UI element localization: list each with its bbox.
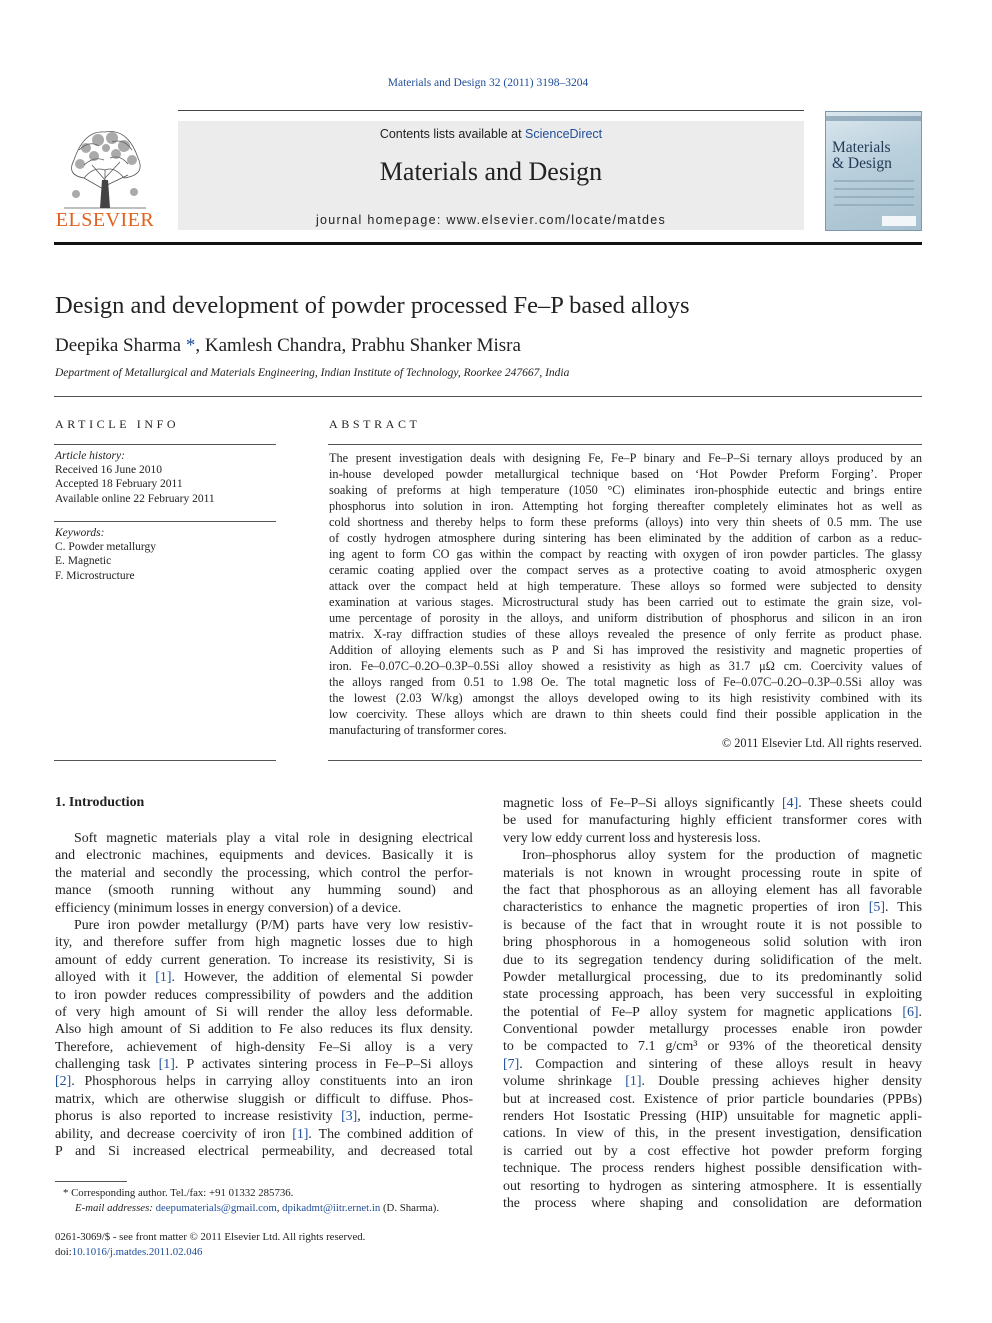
doi-link[interactable]: 10.1016/j.matdes.2011.02.046 bbox=[71, 1245, 203, 1258]
body-text-line: amount of eddy current generation. To increase its resistivity, Si is bbox=[55, 952, 473, 968]
publication-info bbox=[55, 1230, 475, 1259]
body-text-line: to be compacted to 7.1 g/cm³ or 93% of the theoretical density bbox=[503, 1039, 922, 1055]
doi-prefix: doi: bbox=[55, 1245, 72, 1258]
body-text-line: matrix, which are otherwise sluggish or difficult to diffuse. Phos- bbox=[55, 1091, 473, 1107]
abstract-line: ceramic coating applied over the compact serves as a protective coating to avoid atmospheric oxygen bbox=[329, 563, 922, 577]
body-text-line: renders Hot Isostatic Pressing (HIP) unsuitable for magnetic appli- bbox=[503, 1109, 922, 1125]
body-text-line: volume shrinkage [1]. Double pressing achieves higher density bbox=[503, 1074, 922, 1090]
journal-homepage[interactable]: journal homepage: www.elsevier.com/locate/matdes bbox=[315, 213, 667, 227]
abstract-body bbox=[329, 450, 922, 738]
email-separator: , bbox=[276, 1202, 283, 1214]
body-text-line: Conventional powder metallurgy processes enable iron powder bbox=[503, 1022, 922, 1038]
reference-link[interactable]: [2] bbox=[55, 1074, 72, 1090]
header-divider bbox=[54, 242, 922, 245]
abstract-line: soaking of preforms at high temperature (1050 °C) eliminates iron-phosphide eutectic and brings entire bbox=[329, 483, 922, 497]
abstract-line: cold shortness and thereby helps to form these preforms (alloys) into very thin sheets of 0.5 mm. The use bbox=[329, 515, 922, 529]
corresponding-author-mark[interactable]: * bbox=[181, 335, 196, 356]
elsevier-tree-icon bbox=[54, 120, 156, 210]
sciencedirect-link[interactable]: ScienceDirect bbox=[525, 127, 603, 141]
body-text-line: the fact that phosphorous as an alloying element has all favorable bbox=[503, 882, 922, 898]
doi-line bbox=[55, 1245, 475, 1260]
affiliation: Department of Metallurgical and Materials Engineering, Indian Institute of Technology, Roorkee 247667, India bbox=[55, 367, 570, 379]
author-first[interactable]: Deepika Sharma bbox=[55, 335, 182, 356]
email-label: E-mail addresses: bbox=[75, 1202, 156, 1214]
corresponding-author-note: * Corresponding author. Tel./fax: +91 01332 285736. bbox=[63, 1187, 294, 1199]
body-text-line: challenging task [1]. P activates sintering process in Fe–P–Si alloys bbox=[55, 1057, 473, 1073]
article-title: Design and development of powder processed Fe–P based alloys bbox=[55, 292, 690, 319]
accepted-date: Accepted 18 February 2011 bbox=[55, 478, 183, 491]
body-text-line: [7]. Compaction and sintering of these alloys result in heavy bbox=[503, 1056, 922, 1072]
abstract-heading: ABSTRACT bbox=[329, 417, 421, 431]
body-text-line: is because of the fact that in wrought route it is not possible to bbox=[503, 917, 922, 933]
reference-link[interactable]: [7] bbox=[503, 1056, 520, 1072]
body-text-line: materials is not known in wrought processing route in spite of bbox=[503, 865, 922, 881]
body-text-line: characteristics to enhance the magnetic properties of iron [5]. This bbox=[503, 900, 922, 916]
reference-link[interactable]: [1] bbox=[625, 1074, 642, 1090]
body-text-line: very low eddy current loss and hysteresis loss. bbox=[503, 830, 761, 846]
body-text-line: due to its segregation tendency during solidification of the melt. bbox=[503, 952, 922, 968]
keyword-item[interactable]: C. Powder metallurgy bbox=[55, 541, 157, 554]
cover-title-line1: Materials bbox=[832, 139, 891, 156]
history-label: Article history: bbox=[55, 450, 125, 462]
online-date: Available online 22 February 2011 bbox=[55, 492, 215, 505]
cover-decoration bbox=[834, 180, 914, 212]
abstract-line: examination at various stages. Microstructural study has been carried out to estimate the grain size, vol- bbox=[329, 595, 922, 609]
intro-column-right bbox=[503, 795, 922, 1212]
body-text-line: state processing approach, has been very successful in exploiting bbox=[503, 987, 922, 1003]
header-rule bbox=[178, 110, 804, 111]
abstract-line: ing agent to form CO gas within the compact by reacting with oxygen of iron powder particles. The glassy bbox=[329, 547, 922, 561]
body-text-line: Powder metallurgical processing, due to its predominantly solid bbox=[503, 969, 922, 985]
email-link-1[interactable]: deepumaterials@gmail.com bbox=[155, 1202, 277, 1214]
cover-title bbox=[832, 140, 892, 172]
email-suffix: (D. Sharma). bbox=[380, 1202, 440, 1214]
keywords bbox=[55, 526, 276, 583]
body-text-line: Iron–phosphorus alloy system for the production of magnetic bbox=[522, 848, 922, 864]
email-line bbox=[55, 1201, 475, 1216]
body-text-line: [2]. Phosphorous helps in carrying alloy constituents into an iron bbox=[55, 1074, 473, 1090]
article-history bbox=[55, 449, 276, 506]
body-text-line: mance (smooth running without any humming sound) and bbox=[55, 883, 473, 899]
cover-publisher-mark bbox=[882, 216, 916, 226]
body-text-line: the material and secondly the processing, which control the perfor- bbox=[55, 865, 473, 881]
contents-line bbox=[178, 127, 804, 141]
section-heading-introduction: 1. Introduction bbox=[55, 795, 145, 810]
abstract-rule bbox=[328, 444, 922, 445]
abstract-copyright: © 2011 Elsevier Ltd. All rights reserved. bbox=[721, 736, 922, 750]
abstract-line: the lowest (2.03 W/kg) amongst the alloys developed owing to its high resistivity combined with its bbox=[329, 691, 922, 705]
keyword-item[interactable]: E. Magnetic bbox=[55, 555, 112, 568]
body-text-line: of very high amount of Si will render the alloy less deformable. bbox=[55, 1004, 473, 1020]
body-text-line: alloyed with it [1]. However, the addition of elemental Si powder bbox=[55, 970, 473, 986]
body-text-line: Also high amount of Si addition to Fe also reduces its flux density. bbox=[55, 1022, 473, 1038]
abstract-line: the alloys ranged from 0.51 to 1.98 Oe. The total magnetic loss of Fe–0.07C–0.2O–0.3P–0.5Si alloy was bbox=[329, 675, 922, 689]
reference-link[interactable]: [4] bbox=[782, 796, 799, 811]
body-text-line: the potential of Fe–P alloy system for magnetic applications [6]. bbox=[503, 1004, 922, 1020]
intro-column-left bbox=[55, 830, 473, 1160]
reference-link[interactable]: [5] bbox=[868, 900, 885, 916]
body-text-line: P and Si increased electrical permeability, and decreased total bbox=[55, 1144, 473, 1160]
cover-band bbox=[826, 116, 921, 121]
article-info-rule bbox=[54, 444, 276, 445]
body-text-line: but at increased cost. Existence of prior particle boundaries (PPBs) bbox=[503, 1091, 922, 1107]
reference-link[interactable]: [6] bbox=[902, 1004, 919, 1020]
abstract-line: ume percentage of porosity in the alloys, and uniform distribution of phosphorus and silicon in an iron bbox=[329, 611, 922, 625]
abstract-line: phosphorus into solution in iron. Attempting hot forging thereafter completely eliminates hot as well as bbox=[329, 499, 922, 513]
journal-cover-thumbnail[interactable] bbox=[825, 111, 922, 231]
abstract-line: in-house developed powder metallurgical technique based on ‘Hot Powder Preform Forging’. Proper bbox=[329, 467, 922, 481]
body-text-line: ity, and therefore suffer from high magnetic losses due to high bbox=[55, 935, 473, 951]
abstract-line: attack over the compact held at high temperature. These alloys so formed were subjected to density bbox=[329, 579, 922, 593]
body-text-line: Therefore, achievement of high-density Fe–Si alloy is a very bbox=[55, 1039, 473, 1055]
footnote-rule bbox=[55, 1181, 127, 1182]
abstract-line: iron. Fe–0.07C–0.2O–0.3P–0.5Si alloy showed a resistivity as high as 31.7 μΩ cm. Coercivity values of bbox=[329, 659, 922, 673]
article-info-heading: ARTICLE INFO bbox=[55, 417, 180, 431]
reference-link[interactable]: [1] bbox=[292, 1126, 309, 1142]
elsevier-wordmark: ELSEVIER bbox=[55, 209, 155, 231]
body-text-line: efficiency (minimum losses in energy conversion) of a device. bbox=[55, 900, 402, 916]
abstract-line: Addition of alloying elements such as P and Si has improved the resistivity and magnetic properties of bbox=[329, 643, 922, 657]
reference-link[interactable]: [1] bbox=[158, 1057, 175, 1073]
journal-banner bbox=[178, 121, 804, 230]
body-text-line: cations. In view of this, in the present investigation, densification bbox=[503, 1126, 922, 1142]
body-text-line: ability, and decrease coercivity of iron [1]. The combined addition of bbox=[55, 1126, 473, 1142]
cover-title-line2: & Design bbox=[832, 155, 892, 172]
abstract-line: low coercivity. These alloys which are drawn to thin sheets could find their possible application in the bbox=[329, 707, 922, 721]
body-text-line: the process where shaping and consolidation are deformation bbox=[503, 1195, 922, 1211]
body-text-line: Pure iron powder metallurgy (P/M) parts have very low resistiv- bbox=[74, 917, 473, 933]
author-others[interactable]: , Kamlesh Chandra, Prabhu Shanker Misra bbox=[195, 335, 521, 356]
abstract-end-rule bbox=[328, 760, 922, 761]
body-text-line: to iron powder reduces compressibility of powders and the addition bbox=[55, 987, 473, 1003]
abstract-line: manufacturing of transformer cores. bbox=[329, 723, 507, 737]
abstract-line: matrix. X-ray diffraction studies of these alloys revealed the presence of only ferrite as product phase. bbox=[329, 627, 922, 641]
keywords-rule bbox=[54, 521, 276, 522]
journal-citation[interactable]: Materials and Design 32 (2011) 3198–3204 bbox=[387, 77, 589, 89]
abstract-line: The present investigation deals with designing Fe, Fe–P binary and Fe–P–Si ternary alloys produced by an bbox=[329, 451, 922, 465]
reference-link[interactable]: [3] bbox=[341, 1109, 358, 1125]
author-list bbox=[55, 335, 521, 357]
footnote bbox=[55, 1186, 475, 1216]
abstract-line: of costly hydrogen atmosphere during sintering has been eliminated by the addition of carbon as a reduc- bbox=[329, 531, 922, 545]
body-text-line: be used for manufacturing highly efficient transformer cores with bbox=[503, 813, 922, 829]
body-text-line: technique. The process renders highest possible densification with- bbox=[503, 1161, 922, 1177]
body-text-line: out resorting to hydrogen as sintering atmosphere. It is essentially bbox=[503, 1178, 922, 1194]
body-text-line: and electronic machines, equipments and devices. Basically it is bbox=[55, 848, 473, 864]
body-text-line: phorus is also reported to increase resistivity [3], induction, perme- bbox=[55, 1109, 473, 1125]
received-date: Received 16 June 2010 bbox=[55, 464, 162, 477]
reference-link[interactable]: [1] bbox=[155, 970, 172, 986]
title-divider bbox=[54, 396, 922, 397]
elsevier-logo[interactable] bbox=[54, 120, 156, 232]
email-link-2[interactable]: dpikadmt@iitr.ernet.in bbox=[282, 1202, 381, 1214]
issn-line: 0261-3069/$ - see front matter © 2011 Elsevier Ltd. All rights reserved. bbox=[55, 1231, 366, 1243]
journal-title: Materials and Design bbox=[379, 157, 603, 186]
article-info-end-rule bbox=[54, 760, 276, 761]
body-text-line: is carried out by a cost effective hot powder preform forging bbox=[503, 1143, 922, 1159]
body-text-line: magnetic loss of Fe–P–Si alloys significantly [4]. These sheets could bbox=[503, 796, 922, 811]
body-text-line: bring phosphorous in a homogeneous solid solution with iron bbox=[503, 935, 922, 951]
body-text-line: Soft magnetic materials play a vital role in designing electrical bbox=[74, 831, 473, 846]
keywords-label: Keywords: bbox=[55, 527, 105, 539]
contents-prefix: Contents lists available at bbox=[379, 127, 526, 141]
keyword-item[interactable]: F. Microstructure bbox=[55, 569, 135, 582]
